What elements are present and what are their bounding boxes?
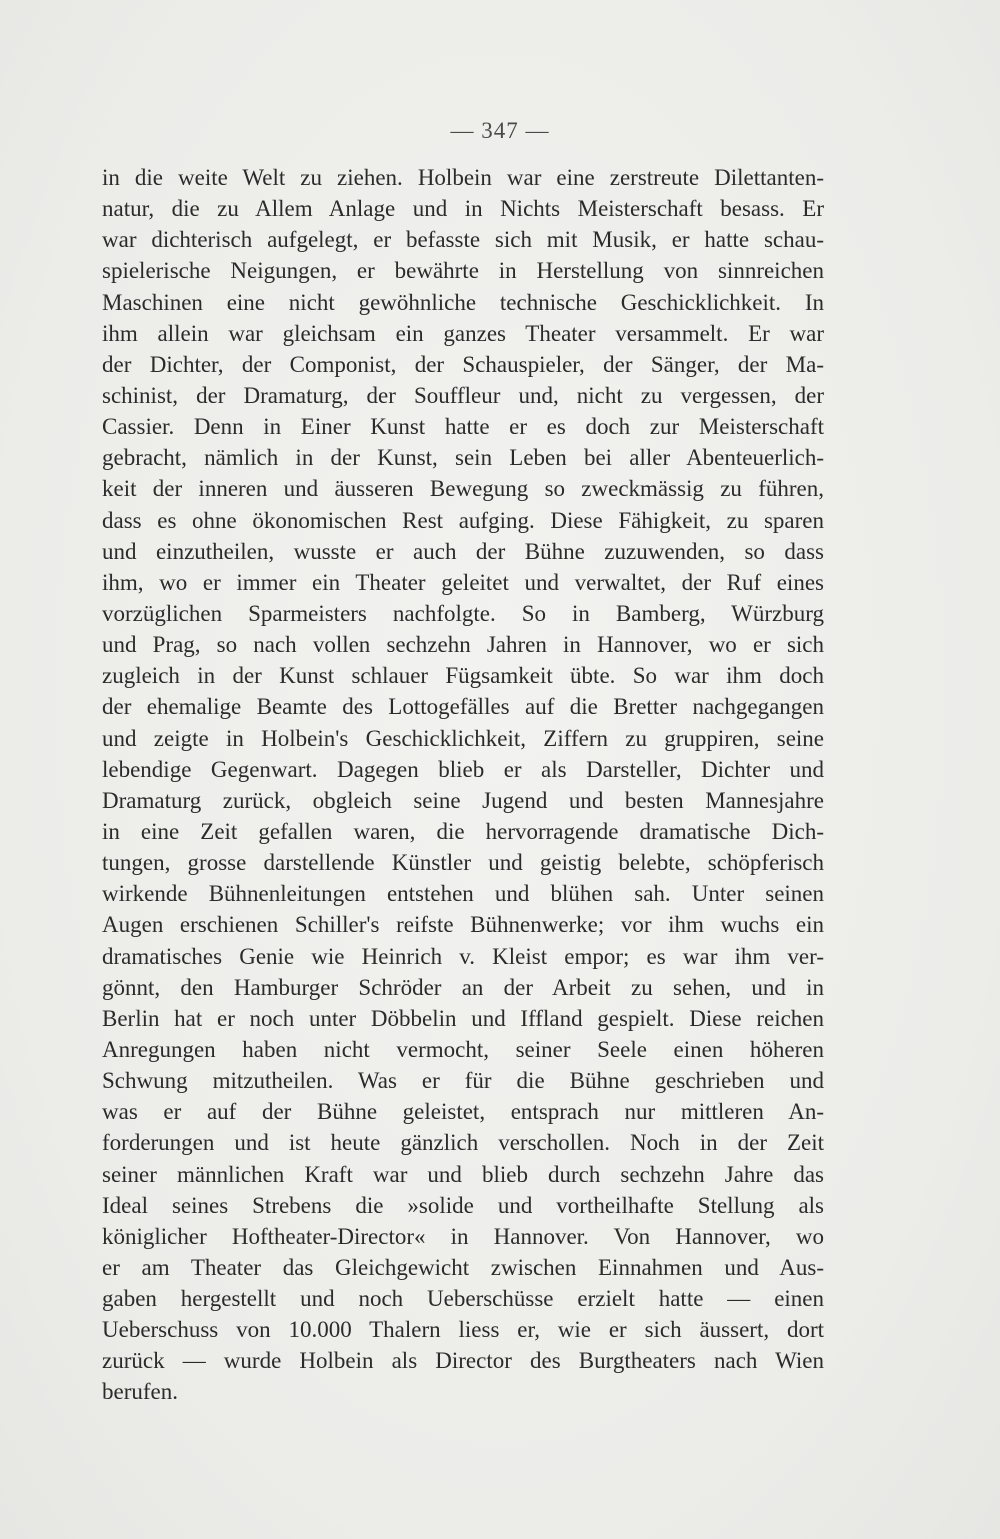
text-line: seiner männlichen Kraft war und blieb durch sechzehn Jahre das [102, 1161, 824, 1187]
text-line: er am Theater das Gleichgewicht zwischen Einnahmen und Aus- [102, 1254, 824, 1280]
text-line: tungen, grosse darstellende Künstler und geistig belebte, schöpferisch [102, 850, 824, 876]
page-number: — 347 — [450, 118, 550, 143]
text-line: gönnt, den Hamburger Schröder an der Arbeit zu sehen, und in [102, 974, 824, 1000]
text-line: dass es ohne ökonomischen Rest aufging. Diese Fähigkeit, zu sparen [102, 507, 824, 533]
text-line: spielerische Neigungen, er bewährte in Herstellung von sinnreichen [102, 258, 824, 284]
text-line: lebendige Gegenwart. Dagegen blieb er als Darsteller, Dichter und [102, 756, 824, 782]
text-line: Anregungen haben nicht vermocht, seiner Seele einen höheren [102, 1036, 824, 1062]
text-line: natur, die zu Allem Anlage und in Nichts Meisterschaft besass. Er [102, 196, 824, 222]
text-line: forderungen und ist heute gänzlich verschollen. Noch in der Zeit [102, 1130, 824, 1156]
text-line: und zeigte in Holbein's Geschicklichkeit, Ziffern zu gruppiren, seine [102, 725, 824, 751]
text-line: schinist, der Dramaturg, der Souffleur und, nicht zu vergessen, der [102, 382, 824, 408]
text-line: zurück — wurde Holbein als Director des Burgtheaters nach Wien [102, 1348, 824, 1374]
text-line: ihm allein war gleichsam ein ganzes Theater versammelt. Er war [102, 320, 824, 346]
text-line: keit der inneren und äusseren Bewegung so zweckmässig zu führen, [102, 476, 824, 502]
text-line: Cassier. Denn in Einer Kunst hatte er es doch zur Meisterschaft [102, 414, 824, 440]
text-line: war dichterisch aufgelegt, er befasste sich mit Musik, er hatte schau- [102, 227, 824, 253]
text-line: in eine Zeit gefallen waren, die hervorragende dramatische Dich- [102, 818, 824, 844]
text-line: Berlin hat er noch unter Döbbelin und Iffland gespielt. Diese reichen [102, 1005, 824, 1031]
text-line: was er auf der Bühne geleistet, entsprach nur mittleren An- [102, 1099, 824, 1125]
text-line: Maschinen eine nicht gewöhnliche technische Geschicklichkeit. In [102, 289, 824, 315]
text-line: der Dichter, der Componist, der Schauspieler, der Sänger, der Ma- [102, 351, 824, 377]
text-line: der ehemalige Beamte des Lottogefälles auf die Bretter nachgegangen [102, 694, 824, 720]
text-line: ihm, wo er immer ein Theater geleitet und verwaltet, der Ruf eines [102, 569, 824, 595]
text-line: Schwung mitzutheilen. Was er für die Bühne geschrieben und [102, 1068, 824, 1094]
text-line: vorzüglichen Sparmeisters nachfolgte. So in Bamberg, Würzburg [102, 600, 824, 626]
text-line: königlicher Hoftheater-Director« in Hannover. Von Hannover, wo [102, 1223, 824, 1249]
text-line: wirkende Bühnenleitungen entstehen und blühen sah. Unter seinen [102, 881, 824, 907]
text-line: gaben hergestellt und noch Ueberschüsse erzielt hatte — einen [102, 1286, 824, 1312]
body-text [102, 162, 824, 1408]
text-line: Ueberschuss von 10.000 Thalern liess er, wie er sich äussert, dort [102, 1317, 824, 1343]
text-line: dramatisches Genie wie Heinrich v. Kleist empor; es war ihm ver- [102, 943, 824, 969]
text-line: und einzutheilen, wusste er auch der Bühne zuzuwenden, so dass [102, 538, 824, 564]
text-line: gebracht, nämlich in der Kunst, sein Leben bei aller Abenteuerlich- [102, 445, 824, 471]
text-line: Dramaturg zurück, obgleich seine Jugend und besten Mannesjahre [102, 787, 824, 813]
text-line: berufen. [102, 1379, 178, 1405]
text-line: in die weite Welt zu ziehen. Holbein war eine zerstreute Dilettanten- [102, 165, 824, 190]
text-line: und Prag, so nach vollen sechzehn Jahren in Hannover, wo er sich [102, 632, 824, 658]
text-line: Augen erschienen Schiller's reifste Bühnenwerke; vor ihm wuchs ein [102, 912, 824, 938]
text-line: Ideal seines Strebens die »solide und vortheilhafte Stellung als [102, 1192, 824, 1218]
text-line: zugleich in der Kunst schlauer Fügsamkeit übte. So war ihm doch [102, 663, 824, 689]
